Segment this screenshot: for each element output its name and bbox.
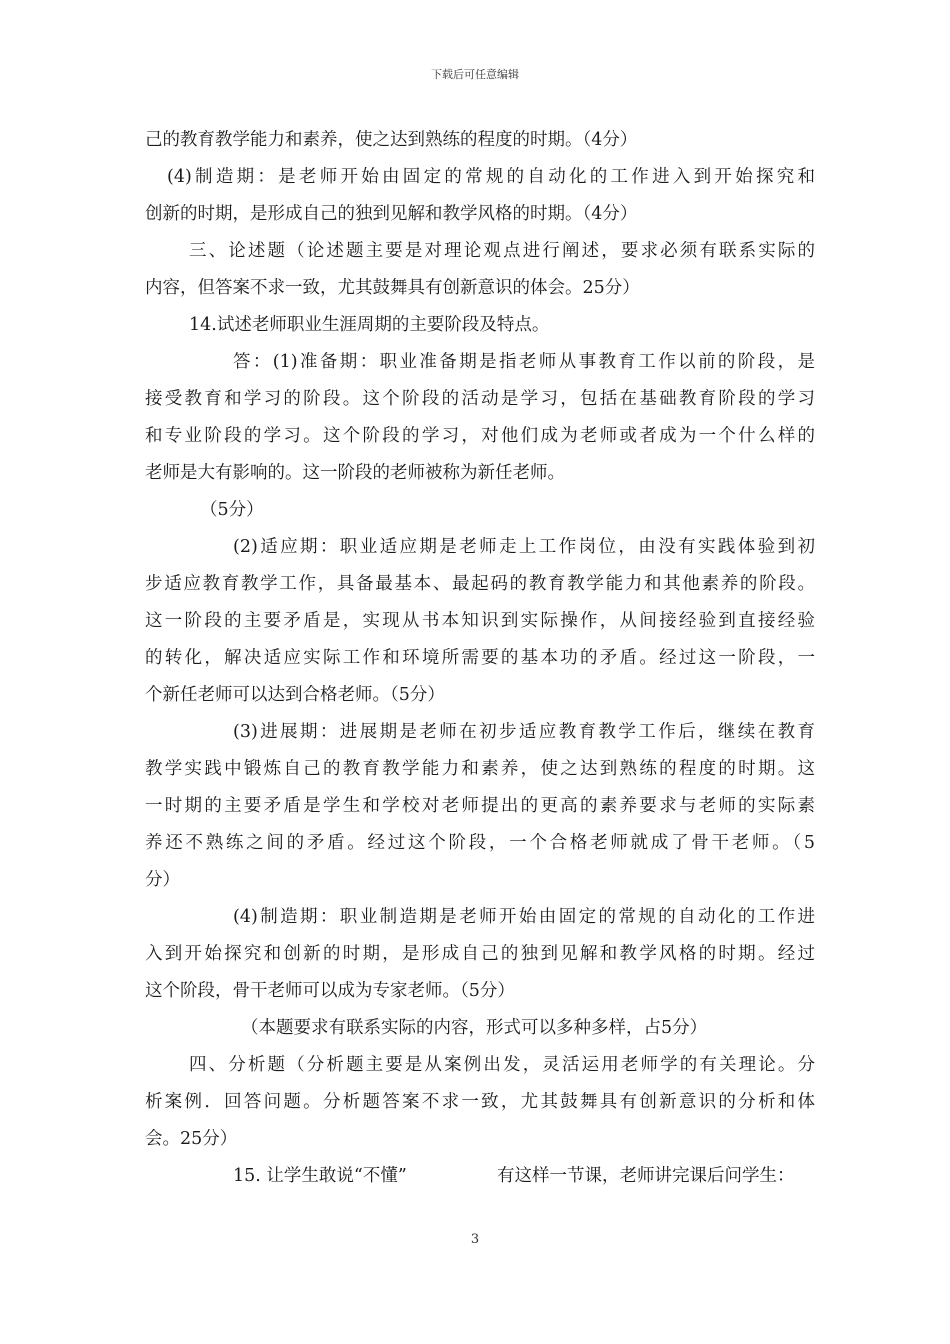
text-line: 这个阶段，骨干老师可以成为专家老师。（5分） xyxy=(145,981,515,1001)
text-line: 答：(1)准备期：职业准备期是指老师从事教育工作以前的阶段，是 xyxy=(233,352,815,372)
text-line: 这一阶段的主要矛盾是，实现从书本知识到实际操作，从间接经验到直接经验 xyxy=(145,611,815,631)
text-line: 教学实践中锻炼自己的教育教学能力和素养，使之达到熟练的程度的时期。这 xyxy=(145,759,815,779)
text-line: 创新的时期，是形成自己的独到见解和教学风格的时期。（4分） xyxy=(145,204,638,224)
page-number: 3 xyxy=(470,1232,480,1247)
score-note: （5分） xyxy=(200,500,264,520)
text-line: 和专业阶段的学习。这个阶段的学习，对他们成为老师或者成为一个什么样的 xyxy=(145,426,815,446)
text-line: (4)制造期：职业制造期是老师开始由固定的常规的自动化的工作进 xyxy=(233,907,815,927)
question-15-title: 15. 让学生敢说“不懂” xyxy=(233,1166,407,1186)
text-line: 个新任老师可以达到合格老师。（5分） xyxy=(145,685,445,705)
score-note: （本题要求有联系实际的内容，形式可以多种多样，占5分） xyxy=(241,1018,708,1038)
section-heading-4: 四、分析题（分析题主要是从案例出发，灵活运用老师学的有关理论。分 xyxy=(189,1055,815,1075)
text-line: 内容，但答案不求一致，尤其鼓舞具有创新意识的体会。25分） xyxy=(145,278,640,298)
text-line: 会。25分） xyxy=(145,1129,238,1149)
text-line: 接受教育和学习的阶段。这个阶段的活动是学习，包括在基础教育阶段的学习 xyxy=(145,389,815,409)
section-heading-3: 三、论述题（论述题主要是对理论观点进行阐述，要求必须有联系实际的 xyxy=(189,241,815,261)
text-line: 入到开始探究和创新的时期，是形成自己的独到见解和教学风格的时期。经过 xyxy=(145,944,815,964)
question-15 xyxy=(145,1158,815,1195)
text-line: 养还不熟练之间的矛盾。经过这个阶段，一个合格老师就成了骨干老师。（5 xyxy=(145,833,815,853)
text-line: 一时期的主要矛盾是学生和学校对老师提出的更高的素养要求与老师的实际素 xyxy=(145,796,815,816)
text-line: (2)适应期：职业适应期是老师走上工作岗位，由没有实践体验到初 xyxy=(233,537,815,557)
text-line: 老师是大有影响的。这一阶段的老师被称为新任老师。 xyxy=(145,463,565,483)
text-line: (4)制造期：是老师开始由固定的常规的自动化的工作进入到开始探究和 xyxy=(167,167,815,187)
text-line: 的转化，解决适应实际工作和环境所需要的基本功的矛盾。经过这一阶段，一 xyxy=(145,648,815,668)
page-header: 下载后可任意编辑 xyxy=(431,68,519,81)
text-line: 己的教育教学能力和素养，使之达到熟练的程度的时期。（4分） xyxy=(145,130,638,150)
text-line: 析案例．回答问题。分析题答案不求一致，尤其鼓舞具有创新意识的分析和体 xyxy=(145,1092,815,1112)
text-line: (3)进展期：进展期是老师在初步适应教育教学工作后，继续在教育 xyxy=(233,722,815,742)
document-body xyxy=(145,122,815,1195)
question-14: 14.试述老师职业生涯周期的主要阶段及特点。 xyxy=(189,315,550,335)
text-line: 步适应教育教学工作，具备最基本、最起码的教育教学能力和其他素养的阶段。 xyxy=(145,574,815,594)
question-15-text: 有这样一节课，老师讲完课后问学生： xyxy=(497,1166,795,1186)
text-line: 分） xyxy=(145,870,180,890)
